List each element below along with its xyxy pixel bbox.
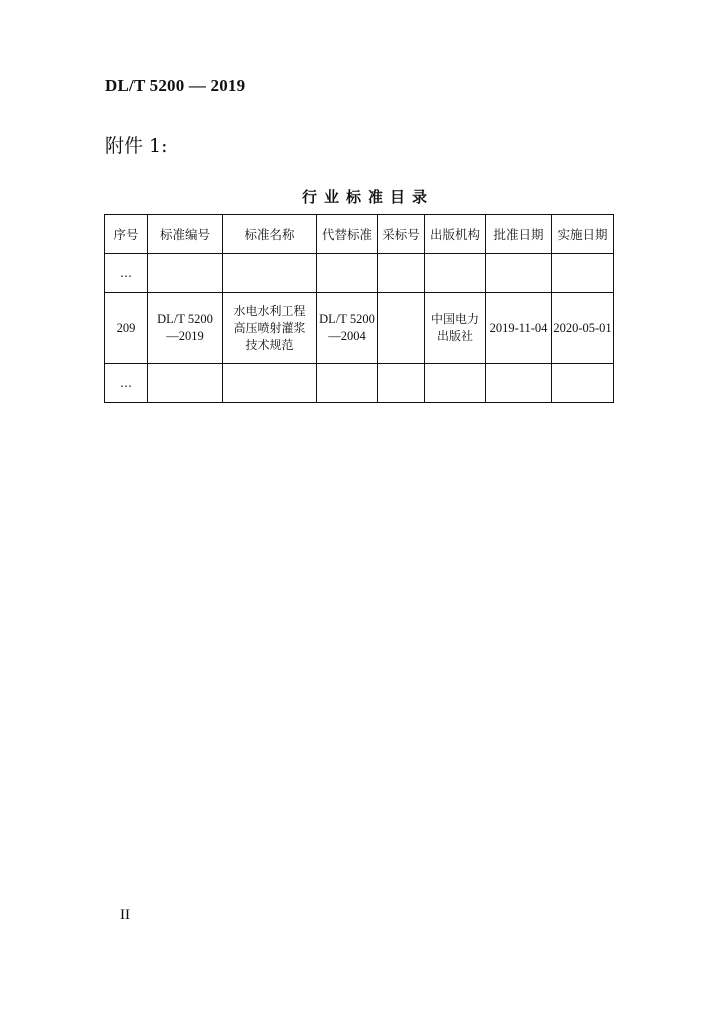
entry-effective-date: 2020-05-01 xyxy=(552,293,614,364)
entry-name: 水电水利工程 高压喷射灌浆 技术规范 xyxy=(223,293,317,364)
col-header-publisher: 出版机构 xyxy=(425,215,486,254)
table-row-ellipsis-top xyxy=(105,254,614,293)
table-row xyxy=(105,293,614,364)
table-title: 行业标准目录 xyxy=(301,188,434,206)
entry-code: DL/T 5200 —2019 xyxy=(148,293,223,364)
table-header-row xyxy=(105,215,614,254)
col-header-adopted: 采标号 xyxy=(378,215,425,254)
ellipsis-cell: … xyxy=(105,364,148,403)
entry-replaces: DL/T 5200 —2004 xyxy=(317,293,378,364)
ellipsis-cell: … xyxy=(105,254,148,293)
attachment-label: 附件 1: xyxy=(105,135,168,157)
col-header-effective-date: 实施日期 xyxy=(552,215,614,254)
entry-publisher: 中国电力 出版社 xyxy=(425,293,486,364)
entry-index: 209 xyxy=(105,293,148,364)
col-header-name: 标准名称 xyxy=(223,215,317,254)
page-number: II xyxy=(120,907,130,923)
col-header-index: 序号 xyxy=(105,215,148,254)
entry-adopted xyxy=(378,293,425,364)
col-header-approval-date: 批准日期 xyxy=(486,215,552,254)
standards-catalog-table xyxy=(104,214,614,403)
table-row-ellipsis-bottom xyxy=(105,364,614,403)
col-header-replaces: 代替标准 xyxy=(317,215,378,254)
entry-approval-date: 2019-11-04 xyxy=(486,293,552,364)
standard-code-header: DL/T 5200 — 2019 xyxy=(105,76,246,95)
col-header-code: 标准编号 xyxy=(148,215,223,254)
